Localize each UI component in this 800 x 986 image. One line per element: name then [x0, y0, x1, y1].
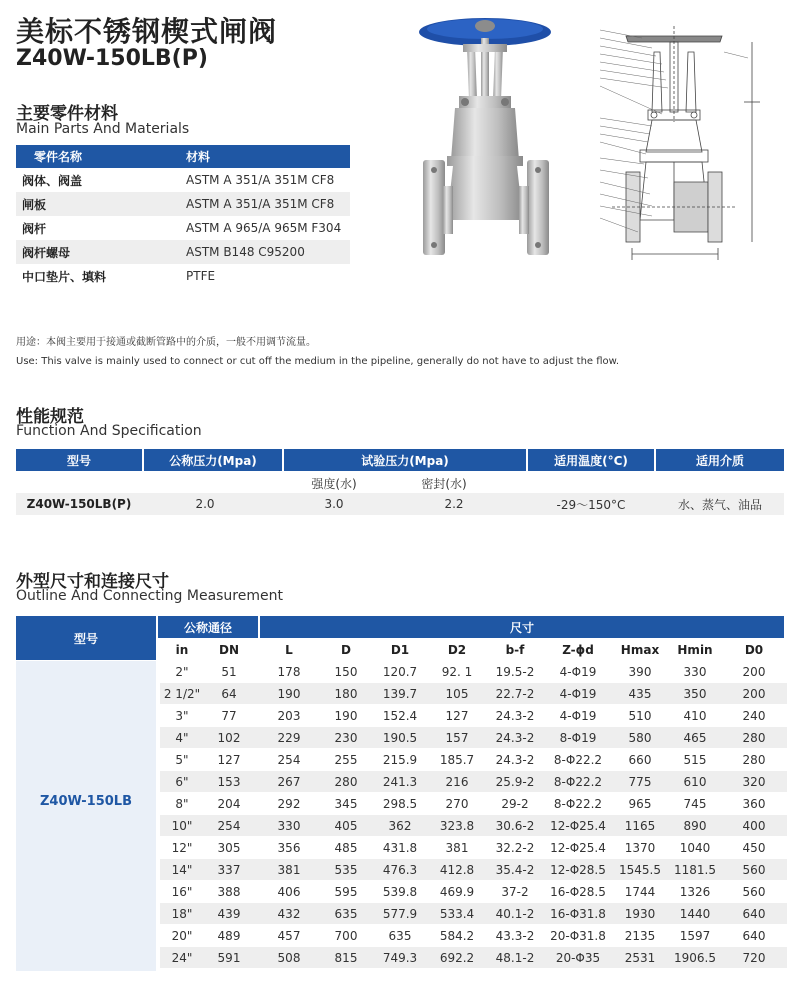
outline-cell: 29-2	[501, 796, 529, 811]
outline-cell: 815	[334, 950, 358, 965]
outline-cell: 22.7-2	[495, 686, 535, 701]
outline-col-header: D	[341, 643, 351, 657]
outline-cell: 584.2	[439, 928, 475, 943]
outline-cell: 8-Φ22.2	[553, 752, 603, 767]
outline-col-header: DN	[218, 643, 239, 657]
outline-cell: 1326	[679, 884, 711, 899]
outline-cell: 102	[217, 730, 241, 745]
outline-col-header: D2	[447, 643, 467, 657]
spec-nominal: 2.0	[195, 497, 215, 511]
outline-cell: 410	[683, 708, 707, 723]
outline-cell: 37-2	[501, 884, 529, 899]
outline-cell: 1930	[624, 906, 656, 921]
outline-cell: 1906.5	[674, 950, 716, 965]
outline-cell: 1040	[679, 840, 711, 855]
outline-cell: 595	[334, 884, 358, 899]
outline-cell: 431.8	[382, 840, 418, 855]
outline-cell: 390	[628, 664, 652, 679]
spec-model: Z40W-150LB(P)	[26, 497, 132, 511]
outline-cell: 539.8	[382, 884, 418, 899]
outline-cell: 305	[217, 840, 241, 855]
outline-header-dims: 尺寸	[260, 616, 784, 638]
outline-cell: 890	[683, 818, 707, 833]
spec-header-medium: 适用介质	[656, 449, 784, 471]
outline-cell: 298.5	[382, 796, 418, 811]
outline-cell: 330	[683, 664, 707, 679]
outline-cell: 190.5	[382, 730, 418, 745]
outline-title-cn: 外型尺寸和连接尺寸	[16, 572, 169, 592]
outline-cell: 749.3	[382, 950, 418, 965]
function-title-en: Function And Specification	[16, 423, 202, 439]
outline-cell: 190	[334, 708, 358, 723]
spec-seal: 2.2	[444, 497, 464, 511]
outline-cell: 16-Φ31.8	[550, 906, 606, 921]
part-material: ASTM A 965/A 965M F304	[180, 216, 350, 240]
outline-cell: 280	[742, 730, 766, 745]
outline-cell: 14"	[171, 862, 193, 877]
outline-cell: 180	[334, 686, 358, 701]
table-row	[16, 168, 350, 192]
outline-cell: 533.4	[439, 906, 475, 921]
outline-cell: 381	[445, 840, 469, 855]
outline-cell: 457	[277, 928, 301, 943]
outline-cell: 230	[334, 730, 358, 745]
outline-cell: 635	[388, 928, 412, 943]
outline-cell: 24"	[171, 950, 193, 965]
outline-cell: 20"	[171, 928, 193, 943]
outline-cell: 489	[217, 928, 241, 943]
outline-cell: 8"	[175, 796, 189, 811]
outline-cell: 35.4-2	[495, 862, 535, 877]
outline-cell: 362	[388, 818, 412, 833]
outline-cell: 635	[334, 906, 358, 921]
outline-cell: 330	[277, 818, 301, 833]
outline-cell: 1165	[624, 818, 656, 833]
outline-cell: 240	[742, 708, 766, 723]
outline-cell: 200	[742, 686, 766, 701]
outline-cell: 216	[445, 774, 469, 789]
outline-col-header: L	[285, 643, 293, 657]
outline-title-en: Outline And Connecting Measurement	[16, 588, 283, 604]
page-title: 美标不锈钢楔式闸阀	[16, 15, 278, 48]
outline-cell: 610	[683, 774, 707, 789]
outline-cell: 280	[742, 752, 766, 767]
outline-cell: 476.3	[382, 862, 418, 877]
outline-cell: 48.1-2	[495, 950, 535, 965]
outline-model-cell	[16, 661, 156, 971]
outline-cell: 10"	[171, 818, 193, 833]
outline-cell: 92. 1	[441, 664, 473, 679]
outline-col-header: b-f	[505, 643, 525, 657]
outline-cell: 388	[217, 884, 241, 899]
part-material: PTFE	[180, 264, 350, 288]
outline-cell: 18"	[171, 906, 193, 921]
outline-cell: 3"	[175, 708, 189, 723]
table-row	[16, 240, 350, 264]
outline-cell: 127	[445, 708, 469, 723]
outline-cell: 405	[334, 818, 358, 833]
outline-cell: 1545.5	[619, 862, 661, 877]
outline-model: Z40W-150LB	[40, 793, 132, 809]
outline-cell: 535	[334, 862, 358, 877]
outline-cell: 255	[334, 752, 358, 767]
outline-cell: 580	[628, 730, 652, 745]
outline-cell: 190	[277, 686, 301, 701]
outline-cell: 1181.5	[674, 862, 716, 877]
outline-cell: 692.2	[439, 950, 475, 965]
outline-cell: 775	[628, 774, 652, 789]
outline-cell: 5"	[175, 752, 189, 767]
usage-en: Use: This valve is mainly used to connect or cut off the medium in the pipeline, generally do not have to adjust the flow.	[16, 356, 620, 367]
part-name: 阀杆螺母	[16, 240, 180, 264]
outline-cell: 6"	[175, 774, 189, 789]
outline-header-nominal: 公称通径	[158, 616, 258, 638]
outline-col-header: D1	[390, 643, 410, 657]
outline-cell: 439	[217, 906, 241, 921]
outline-col-header: Hmax	[620, 643, 660, 657]
function-title-cn: 性能规范	[16, 407, 84, 427]
outline-cell: 105	[445, 686, 469, 701]
outline-cell: 640	[742, 906, 766, 921]
outline-cell: 229	[277, 730, 301, 745]
outline-cell: 4-Φ19	[559, 686, 597, 701]
spec-header-test: 试验压力(Mpa)	[284, 449, 526, 471]
outline-cell: 280	[334, 774, 358, 789]
outline-cell: 19.5-2	[495, 664, 535, 679]
outline-cell: 435	[628, 686, 652, 701]
outline-cell: 12-Φ25.4	[550, 818, 606, 833]
outline-cell: 356	[277, 840, 301, 855]
outline-cell: 745	[683, 796, 707, 811]
outline-col-header: D0	[744, 643, 764, 657]
outline-col-header: Z-ϕd	[562, 643, 594, 657]
outline-cell: 400	[742, 818, 766, 833]
parts-table	[16, 145, 350, 288]
outline-cell: 381	[277, 862, 301, 877]
outline-cell: 77	[221, 708, 237, 723]
page-model: Z40W-150LB(P)	[16, 46, 208, 71]
outline-cell: 20-Φ31.8	[550, 928, 606, 943]
part-name: 中口垫片、填料	[16, 264, 180, 288]
outline-col-header: Hmin	[677, 643, 713, 657]
outline-cell: 241.3	[382, 774, 418, 789]
outline-cell: 20-Φ35	[555, 950, 601, 965]
part-name: 阀杆	[16, 216, 180, 240]
parts-header-material: 材料	[180, 145, 350, 168]
outline-cell: 4"	[175, 730, 189, 745]
outline-cell: 360	[742, 796, 766, 811]
parts-header-name: 零件名称	[16, 145, 180, 168]
outline-cell: 469.9	[439, 884, 475, 899]
outline-cell: 337	[217, 862, 241, 877]
outline-cell: 450	[742, 840, 766, 855]
outline-cell: 510	[628, 708, 652, 723]
parts-title-cn: 主要零件材料	[16, 104, 118, 124]
outline-cell: 178	[277, 664, 301, 679]
outline-cell: 24.3-2	[495, 730, 535, 745]
part-material: ASTM A 351/A 351M CF8	[180, 168, 350, 192]
outline-cell: 64	[221, 686, 237, 701]
outline-cell: 152.4	[382, 708, 418, 723]
outline-cell: 2531	[624, 950, 656, 965]
gate-valve-photo-icon	[415, 10, 557, 260]
outline-cell: 120.7	[382, 664, 418, 679]
spec-header-model: 型号	[16, 449, 142, 471]
spec-temp: -29～150°C	[556, 497, 626, 512]
table-row	[16, 216, 350, 240]
outline-cell: 560	[742, 884, 766, 899]
outline-cell: 1440	[679, 906, 711, 921]
outline-cell: 2135	[624, 928, 656, 943]
outline-cell: 4-Φ19	[559, 664, 597, 679]
outline-cell: 270	[445, 796, 469, 811]
spec-strength: 3.0	[324, 497, 344, 511]
outline-cell: 1597	[679, 928, 711, 943]
outline-cell: 406	[277, 884, 301, 899]
outline-cell: 40.1-2	[495, 906, 535, 921]
outline-cell: 700	[334, 928, 358, 943]
outline-cell: 43.3-2	[495, 928, 535, 943]
outline-cell: 157	[445, 730, 469, 745]
outline-cell: 8-Φ19	[559, 730, 597, 745]
outline-cell: 30.6-2	[495, 818, 535, 833]
outline-cell: 200	[742, 664, 766, 679]
spec-sub-strength: 强度(水)	[311, 476, 357, 491]
outline-cell: 12-Φ28.5	[550, 862, 606, 877]
outline-cell: 591	[217, 950, 241, 965]
outline-cell: 350	[683, 686, 707, 701]
usage-cn: 用途：本阀主要用于接通或截断管路中的介质，一般不用调节流量。	[16, 337, 316, 348]
outline-cell: 2 1/2"	[163, 686, 201, 701]
part-name: 闸板	[16, 192, 180, 216]
outline-cell: 292	[277, 796, 301, 811]
outline-cell: 1370	[624, 840, 656, 855]
outline-cell: 320	[742, 774, 766, 789]
outline-cell: 485	[334, 840, 358, 855]
outline-cell: 345	[334, 796, 358, 811]
outline-cell: 515	[683, 752, 707, 767]
gate-valve-drawing-icon	[592, 22, 772, 262]
spec-sub-seal: 密封(水)	[421, 476, 467, 491]
spec-medium: 水、蒸气、油品	[677, 497, 762, 512]
outline-cell: 16"	[171, 884, 193, 899]
outline-cell: 577.9	[382, 906, 418, 921]
outline-cell: 432	[277, 906, 301, 921]
outline-cell: 127	[217, 752, 241, 767]
outline-cell: 965	[628, 796, 652, 811]
spec-header-nominal: 公称压力(Mpa)	[144, 449, 282, 471]
outline-cell: 185.7	[439, 752, 475, 767]
outline-cell: 323.8	[439, 818, 475, 833]
table-row	[16, 192, 350, 216]
table-row	[16, 264, 350, 288]
outline-cell: 8-Φ22.2	[553, 774, 603, 789]
outline-cell: 267	[277, 774, 301, 789]
outline-cell: 560	[742, 862, 766, 877]
outline-cell: 4-Φ19	[559, 708, 597, 723]
outline-cell: 254	[277, 752, 301, 767]
part-material: ASTM A 351/A 351M CF8	[180, 192, 350, 216]
outline-cell: 16-Φ28.5	[550, 884, 606, 899]
outline-cell: 139.7	[382, 686, 418, 701]
outline-cell: 12"	[171, 840, 193, 855]
outline-cell: 640	[742, 928, 766, 943]
outline-cell: 24.3-2	[495, 708, 535, 723]
outline-cell: 24.3-2	[495, 752, 535, 767]
outline-cell: 720	[742, 950, 766, 965]
part-material: ASTM B148 C95200	[180, 240, 350, 264]
outline-cell: 204	[217, 796, 241, 811]
outline-cell: 153	[217, 774, 241, 789]
outline-cell: 660	[628, 752, 652, 767]
outline-cell: 412.8	[439, 862, 475, 877]
outline-cell: 32.2-2	[495, 840, 535, 855]
spec-header-temp: 适用温度(°C)	[528, 449, 654, 471]
outline-cell: 465	[683, 730, 707, 745]
parts-title-en: Main Parts And Materials	[16, 121, 190, 137]
outline-cell: 254	[217, 818, 241, 833]
outline-header-model: 型号	[16, 616, 156, 660]
outline-cell: 25.9-2	[495, 774, 535, 789]
outline-cell: 12-Φ25.4	[550, 840, 606, 855]
part-name: 阀体、阀盖	[16, 168, 180, 192]
outline-cell: 215.9	[382, 752, 418, 767]
outline-cell: 1744	[624, 884, 656, 899]
outline-cell: 203	[277, 708, 301, 723]
outline-col-header: in	[175, 643, 189, 657]
outline-cell: 2"	[175, 664, 189, 679]
outline-cell: 51	[221, 664, 237, 679]
outline-cell: 8-Φ22.2	[553, 796, 603, 811]
outline-cell: 150	[334, 664, 358, 679]
outline-cell: 508	[277, 950, 301, 965]
